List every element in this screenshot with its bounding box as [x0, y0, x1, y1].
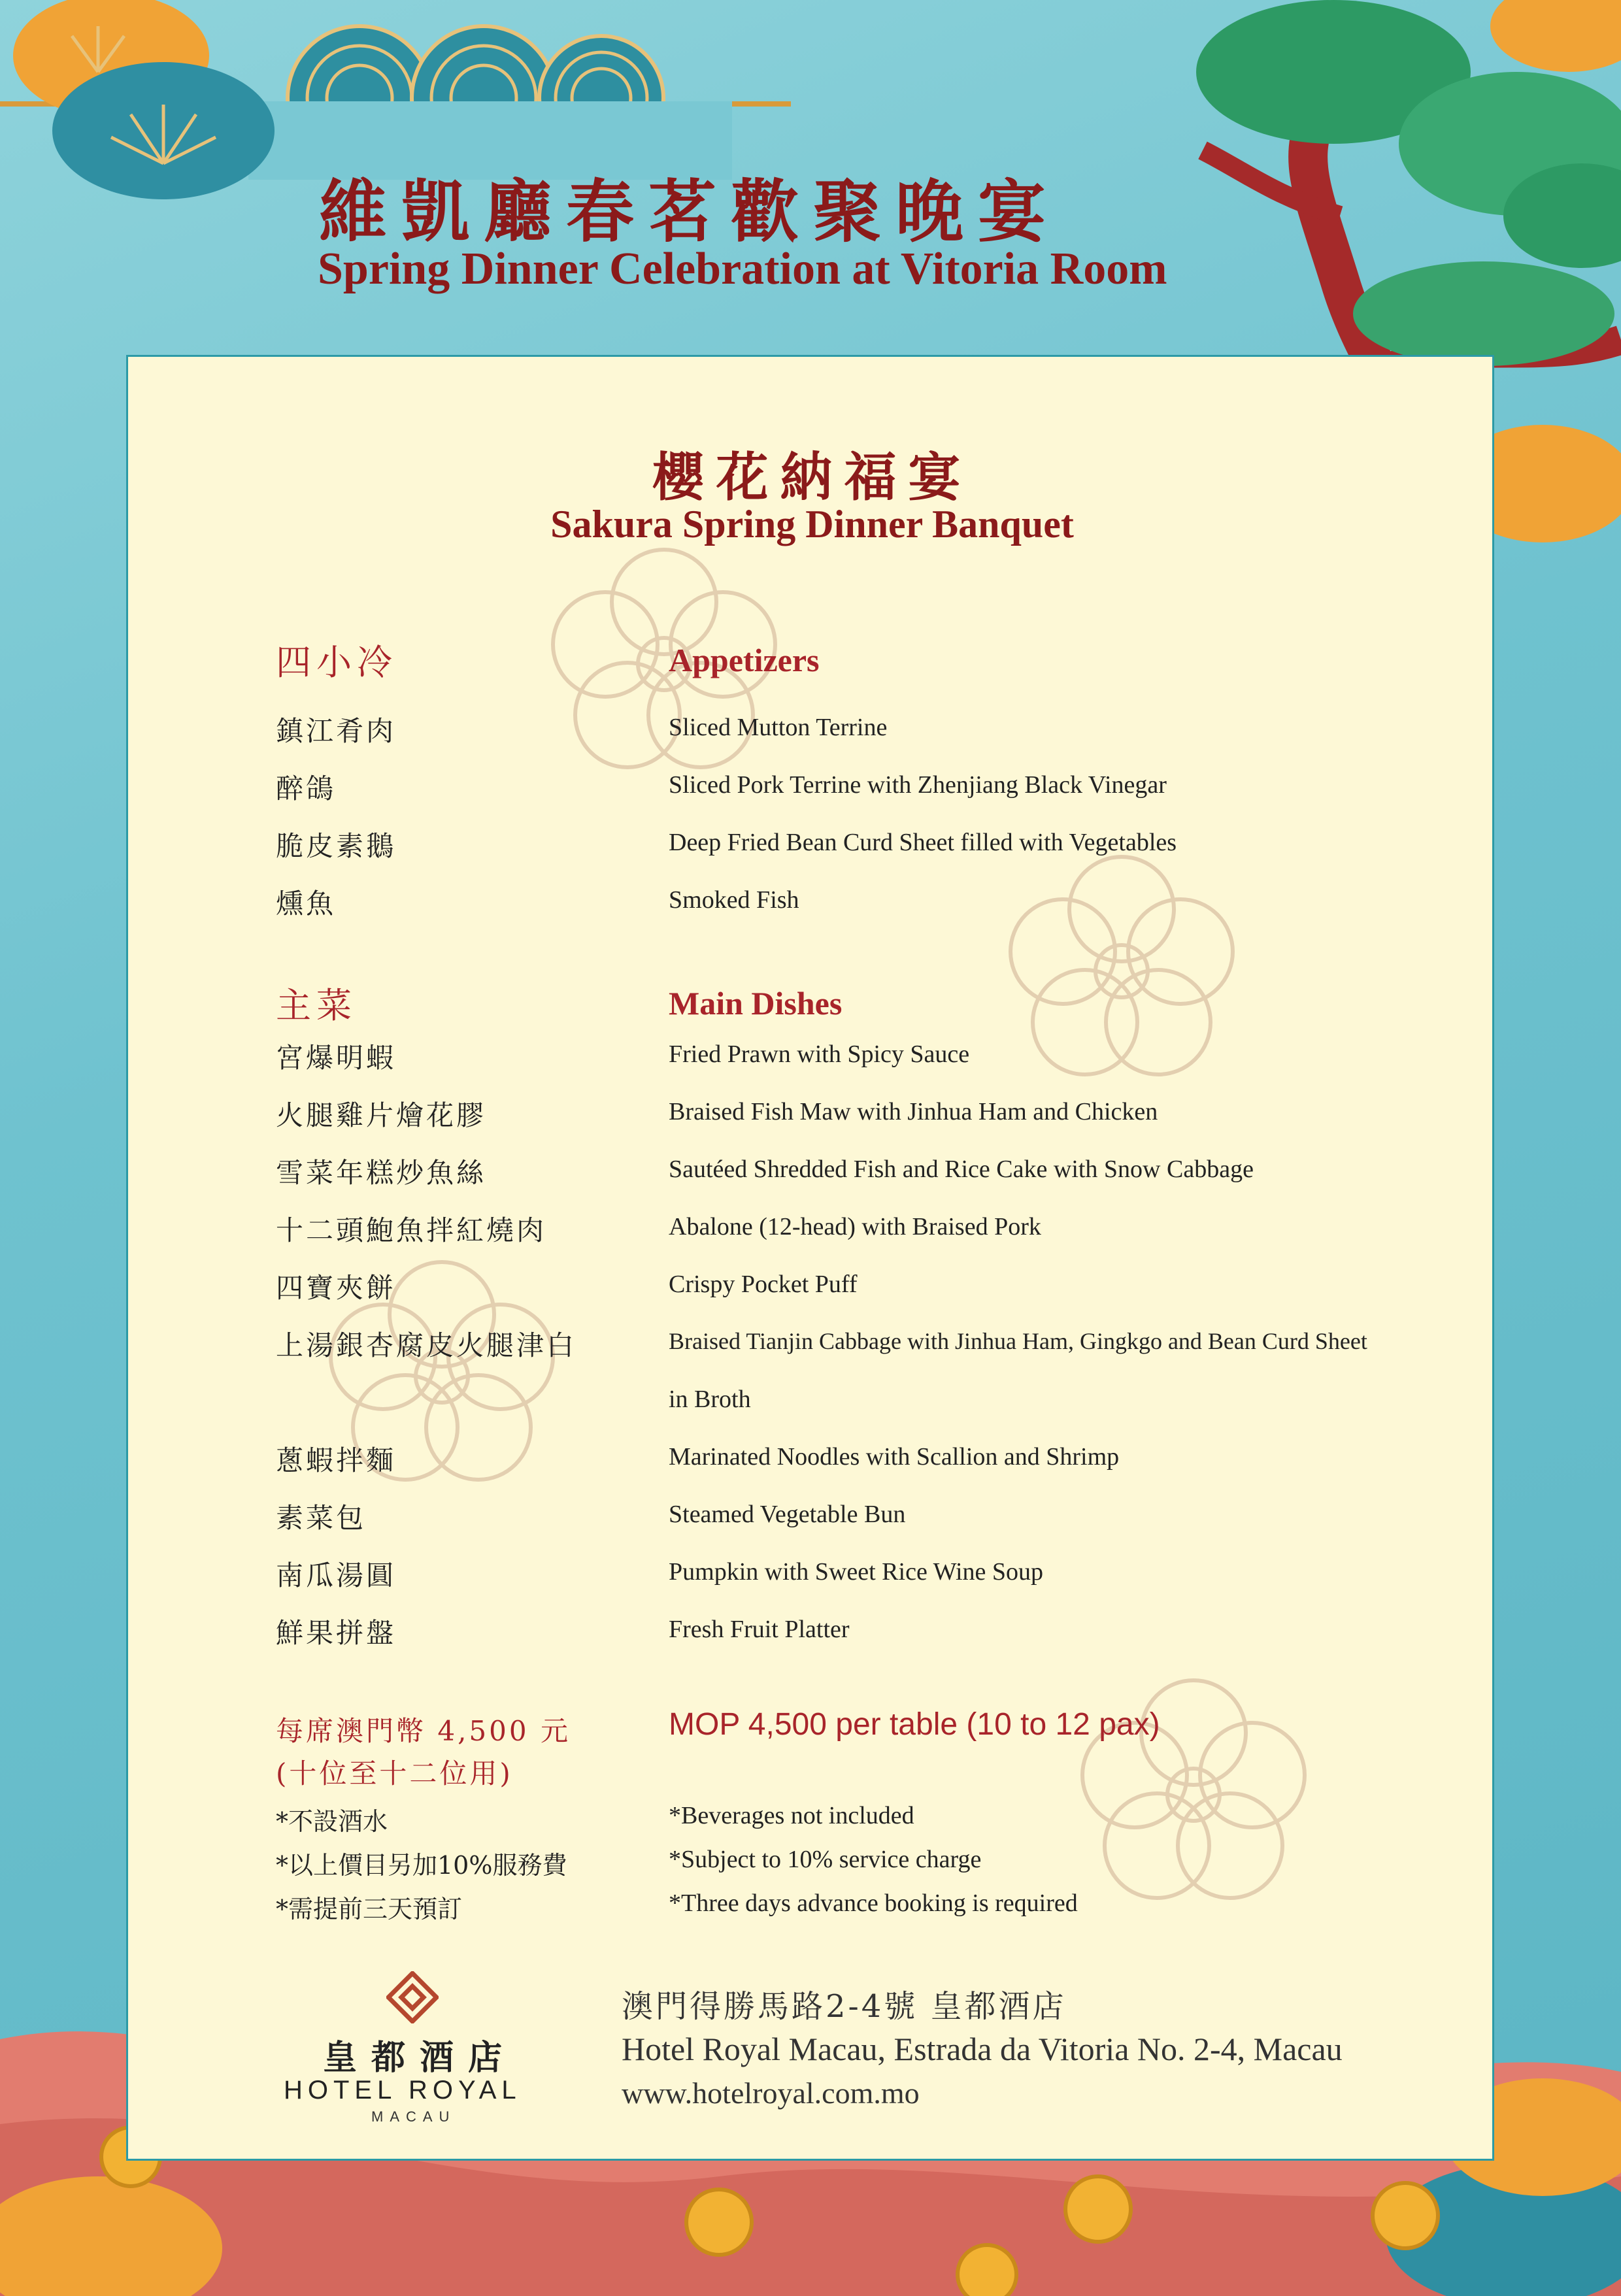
menu-item-english: Smoked Fish: [669, 886, 799, 914]
menu-title-english: Sakura Spring Dinner Banquet: [550, 503, 1074, 546]
menu-item-english: Steamed Vegetable Bun: [669, 1501, 906, 1528]
website-link[interactable]: www.hotelroyal.com.mo: [622, 2076, 920, 2110]
menu-item-english: Braised Fish Maw with Jinhua Ham and Chicken: [669, 1098, 1158, 1125]
menu-item-chinese: 蔥蝦拌麵: [276, 1444, 397, 1476]
menu-item-chinese: 燻魚: [276, 888, 337, 920]
menu-item-chinese: 雪菜年糕炒魚絲: [276, 1157, 487, 1189]
menu-item-english: Deep Fried Bean Curd Sheet filled with Vegetables: [669, 829, 1177, 856]
note-chinese: *不設酒水: [276, 1807, 388, 1836]
page-title-english: Spring Dinner Celebration at Vitoria Room: [318, 244, 1167, 294]
hotel-logo-chinese: 皇都酒店: [323, 2038, 517, 2078]
main-dishes-heading-english: Main Dishes: [669, 985, 843, 1022]
menu-item-english: Sautéed Shredded Fish and Rice Cake with Snow Cabbage: [669, 1156, 1254, 1183]
sakura-flower-icon: [991, 840, 1252, 1102]
note-english: *Beverages not included: [669, 1802, 914, 1829]
menu-item-chinese: 素菜包: [276, 1502, 367, 1534]
menu-item-english: Pumpkin with Sweet Rice Wine Soup: [669, 1558, 1044, 1586]
menu-item-chinese: 火腿雞片燴花膠: [276, 1099, 487, 1131]
menu-item-english: Sliced Pork Terrine with Zhenjiang Black Vinegar: [669, 771, 1167, 799]
menu-item-english-continued: in Broth: [669, 1386, 751, 1413]
note-chinese: *需提前三天預訂: [276, 1895, 463, 1923]
hotel-logo-macau: MACAU: [371, 2108, 456, 2125]
menu-item-chinese: 十二頭鮑魚拌紅燒肉: [276, 1214, 547, 1246]
appetizers-heading-chinese: 四小冷: [276, 642, 397, 683]
menu-item-english: Crispy Pocket Puff: [669, 1271, 858, 1298]
menu-item-english: Marinated Noodles with Scallion and Shrimp: [669, 1443, 1120, 1471]
note-english: *Subject to 10% service charge: [669, 1846, 982, 1873]
menu-item-chinese: 鎮江肴肉: [276, 715, 397, 747]
appetizers-heading-english: Appetizers: [669, 642, 820, 678]
address-english: Hotel Royal Macau, Estrada da Vitoria No. 2-4, Macau: [622, 2031, 1343, 2067]
menu-item-english: Sliced Mutton Terrine: [669, 714, 888, 741]
menu-item-chinese: 宮爆明蝦: [276, 1042, 397, 1074]
note-english: *Three days advance booking is required: [669, 1889, 1078, 1917]
note-chinese: *以上價目另加10%服務費: [276, 1851, 567, 1880]
price-guests-chinese: (十位至十二位用): [276, 1757, 513, 1789]
menu-card: [126, 355, 1494, 2161]
hotel-logo-english: HOTEL ROYAL: [284, 2076, 522, 2105]
price-chinese: 每席澳門幣 4,500 元: [276, 1715, 571, 1747]
price-english: MOP 4,500 per table (10 to 12 pax): [669, 1707, 1160, 1742]
menu-item-chinese: 四寶夾餅: [276, 1272, 397, 1304]
hotel-royal-logo-icon: [386, 1971, 439, 2023]
menu-item-chinese: 醉鴿: [276, 773, 337, 805]
menu-item-english: Fresh Fruit Platter: [669, 1616, 850, 1643]
menu-item-chinese: 鮮果拼盤: [276, 1617, 397, 1649]
menu-item-english: Fried Prawn with Spicy Sauce: [669, 1040, 970, 1068]
menu-item-english: Braised Tianjin Cabbage with Jinhua Ham, Gingkgo and Bean Curd Sheet: [669, 1328, 1367, 1354]
menu-title-chinese: 櫻花納福宴: [652, 446, 973, 508]
main-dishes-heading-chinese: 主菜: [276, 985, 357, 1026]
menu-item-chinese: 南瓜湯圓: [276, 1559, 397, 1591]
menu-item-chinese: 上湯銀杏腐皮火腿津白: [276, 1329, 577, 1361]
page-title-chinese: 維凱廳春茗歡聚晚宴: [319, 171, 1061, 252]
menu-item-chinese: 脆皮素鵝: [276, 830, 397, 862]
address-chinese: 澳門得勝馬路2-4號 皇都酒店: [622, 1988, 1067, 2025]
sakura-flower-icon: [1063, 1664, 1324, 1925]
menu-item-english: Abalone (12-head) with Braised Pork: [669, 1213, 1041, 1240]
